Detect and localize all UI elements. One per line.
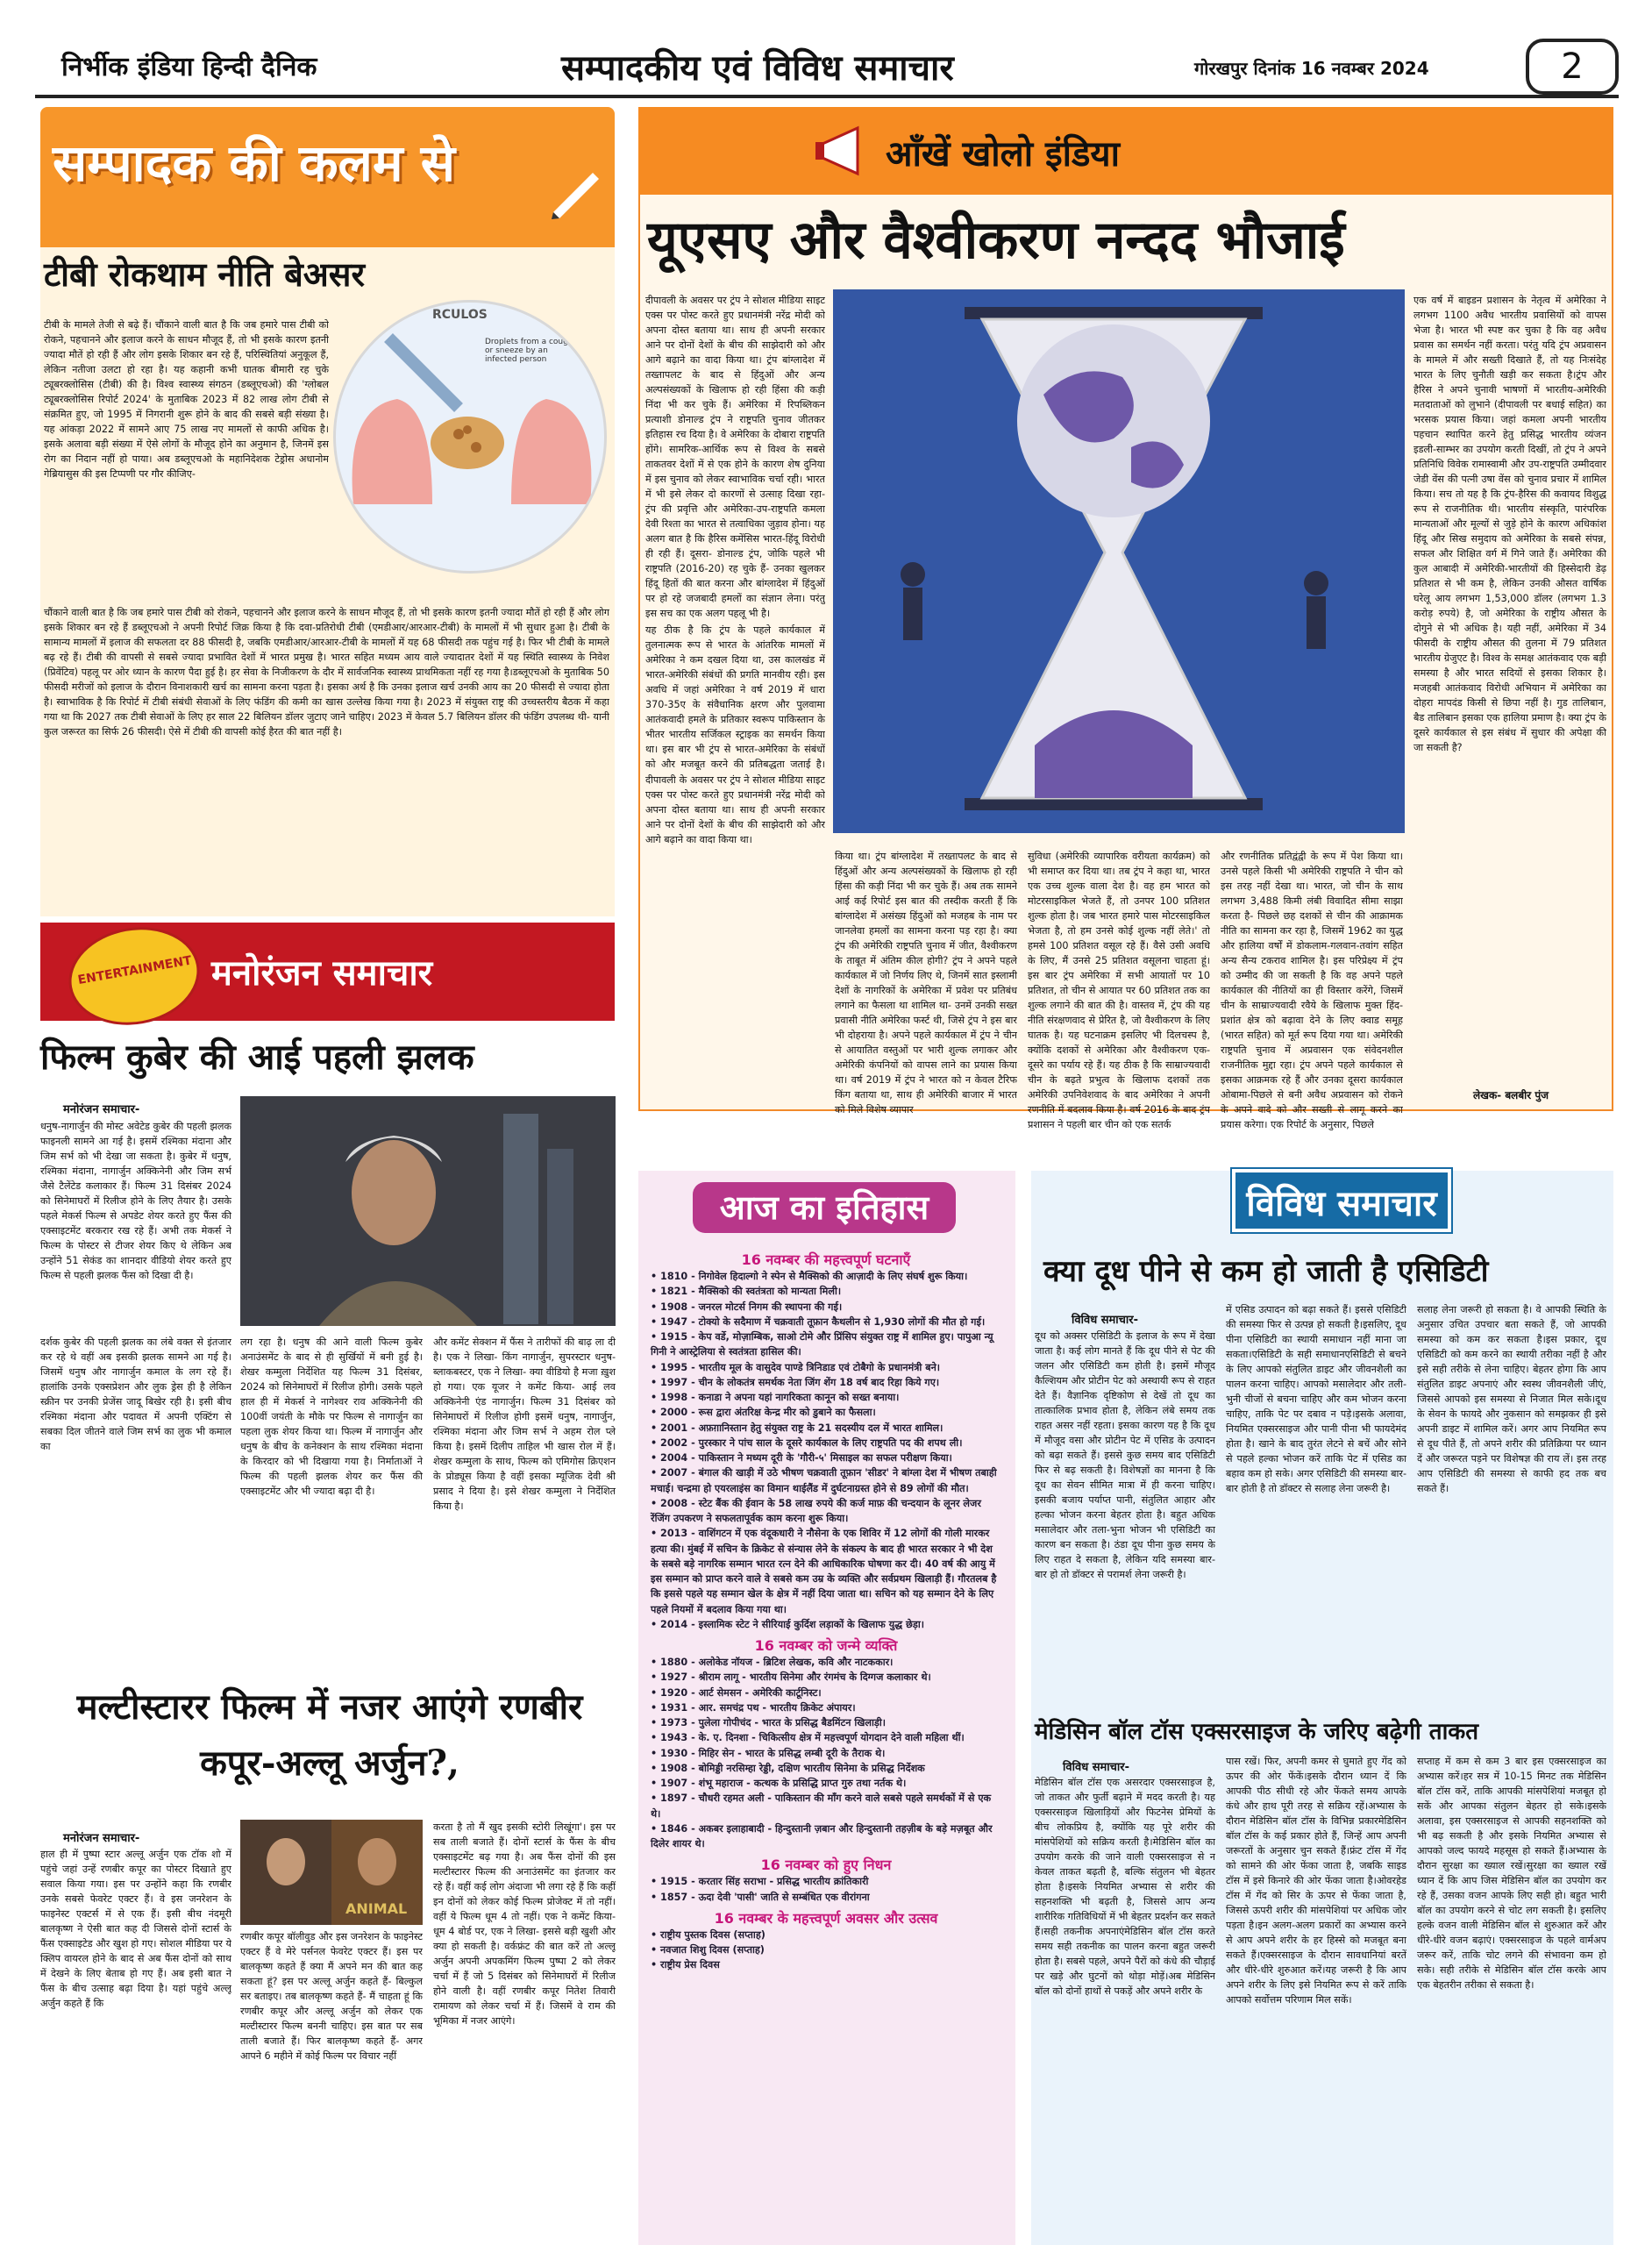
history-deaths-title: 16 नवम्बर को हुए निधन <box>760 1857 892 1874</box>
milk-text-3: सलाह लेना जरूरी हो सकता है। वे आपकी स्थिति के अनुसार उचित उपचार बता सकते हैं, जो आपकी समस्या को कम कर सकता है।इस प्रकार, दूध एसिडिटी को कम करने का स्थायी तरीका नहीं है और इसे सही तरीके से लेना चाहिए। बेहतर होगा कि आप संतुलित डाइट अपनाएं और स्वस्थ जीवनशैली जीएं, जिससे आपको इस समस्या से निजात मिल सके।दूध के सेवन के फायदे और नुकसान को समझकर ही इसे अपनी डाइट में शामिल करें। अगर आप नियमित रूप से दूध पीते हैं, तो अपने शरीर की प्रतिक्रिया पर ध्यान दें और जरूरत पड़ने पर विशेषज्ञ की राय लें। इस तरह आप एसिडिटी की समस्या से काफी हद तक बच सकते हैं। <box>1417 1304 1606 1495</box>
multistarrer-byline-text: मनोरंजन समाचार- <box>63 1832 140 1845</box>
editorial-text-col1 <box>44 317 329 545</box>
history-item: • 1908 - बोमिड्डी नरसिम्हा रेड्डी, दक्षिण भारतीय सिनेमा के प्रसिद्ध निर्देशक <box>651 1762 925 1774</box>
ball-byline-text: विविध समाचार- <box>1063 1761 1129 1774</box>
kuber-headline: फिल्म कुबेर की आई पहली झलक <box>40 1037 474 1078</box>
history-item: • 2001 - अफ़ग़ानिस्तान हेतु संयुक्त राष्ट्र के 21 सदस्यीय दल में भारत शामिल। <box>651 1422 943 1434</box>
kuber-byline-text: मनोरंजन समाचार- <box>63 1103 140 1116</box>
kuber-paragraph-4: और कमेंट सेक्शन में फैंस ने तारीफों की बाढ़ ला दी है। एक ने लिखा- किंग नागार्जुन, सुपरस्टार धनुष- ब्लाकबस्टर, एक ने लिखा- क्या वीडियो है मजा ख़ुश हो गया। एक यूजर ने कमेंट किया- आई लव अक्किनेनी एंड नागार्जुन। फिल्म 31 दिसंबर को सिनेमाघरों में रिलीज होगी इसमें धनुष, नागार्जुन, रश्मिका मंदाना और जिम सर्भ ने अहम रोल प्ले किया है। इसमें दिलीप ताहिल भी खास रोल में हैं। शेखर कम्मुला के साथ, फिल्म को एमिगोस क्रिएशन के प्रोड्यूस किया है वहीं इसका म्यूजिक देवी श्री प्रसाद ने दिया है। इसे शेखर कम्मुला ने निर्देशित किया है। <box>433 1336 616 1513</box>
history-item: • 2000 - रूस द्वारा अंतरिक्ष केन्द्र मीर को डुबाने का फैसला। <box>651 1407 876 1419</box>
multistarrer-paragraph-2: रणबीर कपूर बॉलीवुड और इस जनरेशन के फाइनेस्ट एक्टर हैं वे मेरे पर्सनल फेवरेट एक्टर हैं। इस पर बालकृष्ण कहते हैं क्या मैं अपने मन की बात कह सकता हूं? इस पर अल्लू अर्जुन कहते हैं- बिल्कुल सर बताइए। तब बालकृष्ण कहते हैं- मैं चाहता हूं कि रणबीर कपूर और अल्लू अर्जुन को लेकर एक मल्टीस्टारर फिल्म बननी चाहिए। इस बात पर सब ताली बजाते हैं। फिर बालकृष्ण कहते हैं- अगर आपने 6 महीने में कोई फिल्म पर विचार नहीं <box>240 1931 423 2063</box>
milk-col1 <box>1035 1329 1215 1697</box>
history-item: • 1973 - पुलेला गोपीचंद - भारत के प्रसिद्ध बैडमिंटन खिलाड़ी। <box>651 1717 886 1728</box>
history-item: • 2002 - पुरस्कार ने पांच साल के दूसरे कार्यकाल के लिए राष्ट्रपति पद की शपथ ली। <box>651 1436 963 1449</box>
kuber-byline <box>63 1100 139 1116</box>
img-label: RCULOS <box>432 308 488 322</box>
history-item: • 2008 - स्टेट बैंक की ईवान के 58 लाख रुपये की कर्ज माफ़ की चन्दयान के लूनर लेजर रेंजिंग उपकरण ने सफलतापूर्वक काम करना शुरू किया। <box>651 1497 981 1524</box>
editorial-paragraph-2: चौंकाने वाली बात है कि जब हमारे पास टीबी को रोकने, पहचानने और इलाज करने के साधन मौजूद हैं, तो भी इसके कारण इतनी ज्यादा मौतें हो रही हैं और लोग इसके शिकार बन रहे हैं डब्लूएचओ ने अपनी रिपोर्ट जिक्र किया है कि दवा-प्रतिरोधी टीबी (एमडीआर/आरआर-टीबी) के मामलों में भी सुधार हुआ है। टीबी के सामान्य मामलों में इलाज की सफलता दर 88 फीसदी है, जबकि एमडीआर/आरआर-टीबी के मामलों में यह 68 फीसदी तक पहुंच गई है। फिर भी टीबी के मामले बढ़ रहे हैं। टीबी की वापसी से सबसे ज्यादा प्रभावित देशों में भारत प्रमुख है। भारत सहित मध्यम आय वाले ज्यादातर देशों में यह स्थिति स्वास्थ्य के निवेश (प्रिवेंटिव) पहलू पर ओर ध्यान के कारण पैदा हुई है। हर सेवा के निजीकरण के दौर में सार्वजनिक स्वास्थ्य प्राथमिकता नहीं रह गया है।डब्लूएचओ के मुताबिक 50 फीसदी मरीजों को इलाज के दौरान विनाशकारी खर्च का सामना करना पड़ता है। इसका अर्थ है कि उनका इलाज खर्च उनकी आय का 20 फीसदी से ज्यादा होता है। स्वाभाविक है कि रिपोर्ट में टीबी संबंधी सेवाओं के लिए फंडिंग की कमी का खास उल्लेख किया गया है। 2023 में संयुक्त राष्ट्र की उच्चस्तरीय बैठक में कहा गया था कि 2027 तक टीबी सेवाओं के लिए हर साल 22 बिलियन डॉलर जुटाए जाने चाहिए। 2023 में केवल 5.7 बिलियन डॉलर की फंडिंग उपलब्ध थी- यानी कुल जरूरत का सिर्फ 26 फीसदी। ऐसे में टीबी की वापसी कोई हैरत की बात नहीं है। <box>44 607 609 738</box>
aankhen-text-1: दीपावली के अवसर पर ट्रंप ने सोशल मीडिया साइट एक्स पर पोस्ट करते हुए प्रधानमंत्री नरेंद्र मोदी को अपना दोस्त बताया था। साथ ही अपनी सरकार आने पर दोनों देशों के बीच की साझेदारी को और आगे बढ़ाने का वादा किया था। ट्रंप बांग्लादेश में तख्तापलट के बाद से हिंदुओं और अन्य अल्पसंख्यकों के खिलाफ हो रही हिंसा की कड़ी निंदा भी कर चुके हैं। अमेरिका में रिपब्लिकन प्रत्याशी डोनाल्ड ट्रंप ने राष्ट्रपति चुनाव जीतकर इतिहास रच दिया है। वे अमेरिका के दोबारा राष्ट्रपति होंगे। सामरिक-आर्थिक रूप से विश्व के सबसे ताकतवर देशों में से एक होने के कारण शेष दुनिया में इस चुनाव को लेकर स्वाभाविक चर्चा रही। भारत में भी इसे लेकर दो कारणों से उत्साह दिखा रहा- ट्रंप की प्रवृत्ति और अमेरिका-उप-राष्ट्रपति कमला देवी रिश्ता का भारत से तत्वाधिका जुड़ाव होना। यह अलग बात है कि हैरिस कमेंसिस भारत-हिंदू विरोधी ही रही हैं। दूसरा- डोनाल्ड ट्रंप, जोकि पहले भी राष्ट्रपति (2016-20) रह चुके हैं- उनका खुलकर हिंदू हितों की बात करना और बांग्लादेश में हिंदुओं पर हो रहे जजबादी हमलों का संज्ञान लेना। परंतु इस सच का एक अलग पहलू भी है। <box>645 295 825 620</box>
multistarrer-col1 <box>40 1847 231 2238</box>
history-item: • 1915 - करतार सिंह सराभा - प्रसिद्ध भारतीय क्रांतिकारी <box>651 1876 869 1888</box>
ball-col3 <box>1417 1754 1606 2235</box>
editorial-banner <box>40 107 615 247</box>
ball-byline <box>1063 1757 1129 1774</box>
history-item: • नवजात शिशु दिवस (सप्ताह) <box>651 1944 765 1956</box>
multistarrer-paragraph-3: करता है तो मैं खुद इसकी स्टोरी लिखूंगा'। इस पर सब ताली बजाते हैं। दोनों स्टार्स के फैंस के बीच एक्साइटमेंट बढ़ गया है। अब फैंस दोनों की इस मल्टीस्टारर फिल्म की अनाउंसमेंट का इंतजार कर रहे हैं। वहीं कई लोग अंदाजा भी लगा रहे हैं कि कहीं इन दोनों को लेकर कोई फिल्म प्रोजेक्ट में तो नहीं। वहीं ये फिल्म धूम 4 तो नहीं। एक ने कमेंट किया- धूम 4 बोर्ड पर, एक ने लिखा- इससे बड़ी खुशी और क्या हो सकती है। वर्कफ्रंट की बात करें तो अल्लू अर्जुन अपनी अपकमिंग फिल्म पुष्पा 2 को लेकर चर्चा में हैं जो 5 दिसंबर को सिनेमाघरों में रिलीज होने वाली है। वहीं रणबीर कपूर नितेश तिवारी रामायण को लेकर चर्चा में हैं। जिसमें वे राम की भूमिका में नजर आएंगे। <box>433 1821 616 2028</box>
history-item: • 1997 - चीन के लोकतंत्र समर्थक नेता जिंग शेंग 18 वर्ष बाद रिहा किये गए। <box>651 1376 940 1388</box>
history-deaths-list <box>651 1874 1003 1905</box>
milk-text-2: में एसिड उत्पादन को बढ़ा सकते हैं। इससे एसिडिटी की समस्या फिर से उत्पन्न हो सकती है।इसलिए, दूध पीना एसिडिटी का स्थायी समाधान नहीं माना जा सकता।एसिडिटी के सही समाधानएसिडिटी से बचने के लिए आपको संतुलित डाइट और जीवनशैली का पालन करना चाहिए। आपको मसालेदार और तली-भुनी चीजों से बचना चाहिए और कम भोजन करना चाहिए, ताकि पेट पर दबाव न पड़े।इसके अलावा, नियमित एक्सरसाइज और पानी पीना भी फायदेमंद होता है। खाने के बाद तुरंत लेटने से बचें और सोने से पहले हल्का भोजन करें ताकि पेट में एसिड का बहाव कम हो सके। अगर एसिडिटी की समस्या बार-बार होती है तो डॉक्टर से सलाह लेना जरूरी है। <box>1226 1304 1406 1495</box>
history-item: • 1998 - कनाडा ने अपना यहां नागरिकता कानून को सख्त बनाया। <box>651 1392 900 1403</box>
kuber-col2 <box>240 1335 423 1631</box>
animal-poster-label: ANIMAL <box>345 1900 408 1917</box>
pen-icon <box>545 160 606 221</box>
aankhen-col3 <box>1028 849 1210 1131</box>
history-item: • 1907 - शंभू महाराज - कत्थक के प्रसिद्धि प्राप्त गुरु तथा नर्तक थे। <box>651 1778 907 1789</box>
history-item: • 1920 - आर्ट सेमसन - अमेरिकी कार्टूनिस्ट। <box>651 1686 822 1699</box>
history-item: • 1930 - मिहिर सेन - भारत के प्रसिद्ध लम्बी दूरी के तैराक थे। <box>651 1747 886 1759</box>
ball-text-2: पास रखें। फिर, अपनी कमर से घुमाते हुए गेंद को ऊपर की ओर फेंकें।इसके दौरान ध्यान दें कि आपकी पीठ सीधी रहे और फेंकते समय आपके कंधे और हाथ पूरी तरह से सक्रिय रहें।अभ्यास के दौरान मेडिसिन बॉल टॉस के विभिन्न प्रकारमेडिसिन बॉल टॉस के कई प्रकार होते हैं, जिन्हें आप अपनी जरूरतों के अनुसार चुन सकते हैं।फ्रंट टॉस में गेंद को सामने की ओर फेंका जाता है, जबकि साइड टॉस में इसे किनारे की ओर फेंका जाता है।ओवरहेड टॉस में गेंद को सिर के ऊपर से फेंका जाता है, जिससे ऊपरी शरीर की मांसपेशियां पर अधिक जोर पड़ता है।इन अलग-अलग प्रकारों का अभ्यास करने से आप अपने शरीर के हर हिस्से को मजबूत बना सकते हैं।एक्सरसाइज के दौरान सावधानियां बरतें और धीरे-धीरे शुरुआत करें।यह जरूरी है कि आप अपने शरीर के लिए इसे नियमित रूप से करें ताकि आपको सर्वोत्तम परिणाम मिल सकें। <box>1226 1756 1406 2006</box>
ball-text-3: सप्ताह में कम से कम 3 बार इस एक्सरसाइज का अभ्यास करें।हर सत्र में 10-15 मिनट तक मेडिसिन बॉल टॉस करें, ताकि आपकी मांसपेशियां मजबूत हो सकें और आपका संतुलन बेहतर हो सके।इसके अलावा, इस एक्सरसाइज से आपकी सहनशक्ति को भी बढ़ सकती है और इसके नियमित अभ्यास से आपको जल्द फायदे महसूस हो सकते हैं।अभ्यास के दौरान सुरक्षा का ख्याल रखें।सुरक्षा का ख्याल रखें ध्यान दें कि आप जिस मेडिसिन बॉल का उपयोग कर रहे हैं, उसका वजन आपके लिए सही हो। बहुत भारी बॉल का उपयोग करने से चोट लग सकती है। इसलिए हल्के वजन वाली मेडिसिन बॉल से शुरुआत करें और धीरे-धीरे वजन बढ़ाएं। एक्सरसाइज के पहले वार्मअप जरूर करें, ताकि चोट लगने की संभावना कम हो सके। सही तरीके से मेडिसिन बॉल टॉस करके आप एक बेहतरीन तरीका से सकता है। <box>1417 1756 1606 1992</box>
aankhen-text-2: यह ठीक है कि ट्रंप के पहले कार्यकाल में तुलनात्मक रूप से भारत के आंतरिक मामलों में अमेरिका ने कम दखल दिया था, उस कालखंड में भारत-अमेरिकी संबंधों की प्रगति मानवीय रही। इस अवधि में जहां अमेरिका ने वर्ष 2019 में धारा 370-35ए के संवैधानिक क्षरण और पुलवामा आतंकवादी हमले के प्रतिकार स्वरूप पाकिस्तान के भीतर भारतीय सर्जिकल स्ट्राइक का समर्थन किया था। इस बार भी ट्रंप से भारत-अमेरिका के संबंधों को और मजबूत करने की प्रतिबद्धता जताई है। दीपावली के अवसर पर ट्रंप ने सोशल मीडिया साइट एक्स पर पोस्ट करते हुए प्रधानमंत्री नरेंद्र मोदी को अपना दोस्त बताया था। साथ ही अपनी सरकार आने पर दोनों देशों के बीच की साझेदारी को और आगे बढ़ाने का वादा किया था। <box>645 624 825 845</box>
history-item: • राष्ट्रीय पुस्तक दिवस (सप्ताह) <box>651 1928 765 1941</box>
editorial-banner-title: सम्पादक की कलम से <box>53 133 455 193</box>
section-title: सम्पादकीय एवं विविध समाचार <box>561 47 954 89</box>
ball-col2 <box>1226 1754 1406 2235</box>
history-item: • राष्ट्रीय प्रेस दिवस <box>651 1959 720 1971</box>
history-item: • 1857 - ऊदा देवी 'पासी' जाति से सम्बंधित एक वीरांगना <box>651 1891 870 1903</box>
milk-headline: क्या दूध पीने से कम हो जाती है एसिडिटी <box>1043 1254 1489 1289</box>
multistarrer-col3 <box>433 1820 616 2238</box>
milk-byline-text: विविध समाचार- <box>1072 1314 1138 1327</box>
history-content <box>638 1250 1015 1973</box>
history-item: • 1821 - मैक्सिको की स्वतंत्रता को मान्यता मिली। <box>651 1286 842 1298</box>
history-observances-title: 16 नवम्बर के महत्त्वपूर्ण अवसर और उत्सव <box>714 1909 938 1927</box>
history-item: • 1810 - निगोवेल हिदाल्गो ने स्पेन से मैक्सिको की आज़ादी के लिए संघर्ष शुरू किया। <box>651 1271 968 1282</box>
aankhen-col4 <box>1221 849 1403 1131</box>
history-item: • 1915 - केप वर्डे, मोज़ाम्बिक, साओ टोमे और प्रिंसिप संयुक्त राष्ट्र में शामिल हुए। पापुआ न्यू गिनी ने आस्ट्रेलिया से स्वतंत्रता हासिल की। <box>651 1331 993 1358</box>
page-number: 2 <box>1526 39 1619 95</box>
aankhen-col2 <box>835 849 1017 1131</box>
kuber-paragraph-2: दर्शक कुबेर की पहली झलक का लंबे वक्त से इंतजार कर रहे थे वहीं अब इसकी झलक सामने आ गई है। जिसमें धनुष और नागार्जुन कमाल के लग रहे हैं। हालांकि उनके एक्सप्रेशन और लुक ड्रेस ही है लेकिन स्क्रीन पर उनकी प्रेजेंस जादू बिखेर रही है। इसी बीच रश्मिका मंदाना और पदावत में अपनी एक्टिंग से सबका दिल जीतने वाले जिम सर्भ का लुक भी कमाल का <box>40 1336 231 1453</box>
history-item: • 1880 - अलोकेड नॉयज - ब्रिटिश लेखक, कवि और नाटककार। <box>651 1657 894 1668</box>
img-caption: Droplets from a cough or sneeze by an infected person <box>485 338 573 364</box>
aankhen-col5 <box>1413 293 1606 1091</box>
kuber-col3 <box>433 1335 616 1631</box>
history-item: • 2007 - बंगाल की खाड़ी में उठे भीषण चक्रवाती तूफ़ान 'सीडर' ने बांग्ला देश में भीषण तबाही मचाई। चन्द्रमा हो एयरलाइंस का विमान थाईलैंड में दुर्घटनाग्रस्त होने से 89 लोगों की मौत। <box>651 1467 997 1494</box>
editorial-headline: टीबी रोकथाम नीति बेअसर <box>44 254 366 294</box>
history-item: • 2014 - इस्लामिक स्टेट ने सीरियाई कुर्दिश लड़ाकों के खिलाफ युद्ध छेड़ा। <box>651 1618 924 1630</box>
milk-byline <box>1072 1310 1138 1327</box>
dateline: गोरखपुर दिनांक 16 नवम्बर 2024 <box>1194 58 1429 79</box>
entertainment-logo-text: ENTERTAINMENT <box>76 953 193 988</box>
aankhen-author: लेखक- बलबीर पुंज <box>1473 1089 1549 1101</box>
history-item: • 2004 - पाकिस्तान ने मध्यम दूरी के 'गौरी-५' मिसाइल का सफल परीक्षण किया। <box>651 1452 952 1464</box>
kuber-paragraph-1: धनुष-नागार्जुन की मोस्ट अवेटेड कुबेर की पहली झलक फाइनली सामने आ गई है। इसमें रश्मिका मंदाना और जिम सर्भ को भी देखा जा सकता है। कुबेर में धनुष, रश्मिका मंदाना, नागार्जुन अक्किनेनी और जिम सर्भ जैसे टैलेंटेड कलाकार हैं। फिल्म 31 दिसंबर 2024 को सिनेमाघरों में रिलीज होने के लिए तैयार है। उसके पहले मेकर्स फिल्म से अपडेट शेयर करते हुए फैंस की एक्साइटमेंट बरकरार रख रहे हैं। अभी तक मेकर्स ने फिल्म के पोस्टर से टीजर शेयर किए थे लेकिन अब उन्होंने 51 सेकंड का शानदार वीडियो शेयर करते हुए फिल्म से पहली झलक फैंस को दिखा दी है। <box>40 1121 231 1282</box>
aankhen-text-5: और रणनीतिक प्रतिद्वंद्वी के रूप में पेश किया था। उनसे पहले किसी भी अमेरिकी राष्ट्रपति ने चीन को इस तरह नहीं देखा था। भारत, जो चीन के साथ लगभग 3,488 किमी लंबी विवादित सीमा साझा करता है- पिछले छह दशकों से चीन की आक्रामक नीति का सामना कर रहा है, जिसमें 1962 का युद्ध और हालिया वर्षों में डोकलाम-गलवान-तवांग सहित अन्य सैन्य टकराव शामिल है। इस परिप्रेक्ष्य में ट्रंप को उम्मीद की जा सकती है कि वह अपने पहले कार्यकाल की नीतियों का ही विस्तार करेंगे, जिसमें चीन के साम्राज्यवादी रवैये के खिलाफ मुक्त हिंद-प्रशांत क्षेत्र को बढ़ावा देने के लिए क्वाड समूह (भारत सहित) को मूर्त रूप दिया गया था। अमेरिकी राष्ट्रपति चुनाव में अप्रवासन एक संवेदनशील राजनीतिक मुद्दा रहा। ट्रंप अपने पहले कार्यकाल से इसका आक्रमक रहे हैं और उनका दूसरा कार्यकाल ओबामा-पिछले से बनी अवैध अप्रवासन को रोकने के अपने वादे को और सख्ती से लागू करने का प्रयास करेगा। एक रिपोर्ट के अनुसार, पिछले <box>1221 851 1403 1131</box>
kuber-paragraph-3: लग रहा है। धनुष की आने वाली फिल्म कुबेर अनाउंसमेंट के बाद से ही सुर्खियों में बनी हुई है। शेखर कम्मुला निर्देशित यह फिल्म 31 दिसंबर, 2024 को सिनेमाघरों में रिलीज होगी। उसके पहले हाल ही में मेकर्स ने नागेश्वर राव अक्किनेनी की 100वीं जयंती के मौके पर फिल्म से नागार्जुन का पहला लुक शेयर किया था। फिल्म में नागार्जुन और धनुष के बीच के कनेक्शन के साथ रश्मिका मंदाना के किरदार को भी दिखाया गया है। निर्माताओं ने फिल्म की पहली झलक शेयर कर फैंस की एक्साइटमेंट और भी ज्यादा बढ़ा दी है। <box>240 1336 423 1498</box>
milk-col3 <box>1417 1302 1606 1697</box>
entertainment-banner-title: मनोरंजन समाचार <box>211 952 433 994</box>
kuber-col1 <box>40 1119 231 1342</box>
history-events-title: 16 नवम्बर की महत्त्वपूर्ण घटनाएँ <box>741 1251 911 1268</box>
hourglass-globe-icon <box>833 289 1405 833</box>
multistarrer-col2 <box>240 1929 423 2238</box>
aankhen-banner <box>638 107 1613 195</box>
actor-portrait-icon <box>240 1096 616 1326</box>
history-item: • 1943 - के. ए. दिनशा - चिकित्सीय क्षेत्र में महत्त्वपूर्ण योगदान देने वाली महिला थीं। <box>651 1732 965 1744</box>
history-title: आज का इतिहास <box>693 1182 956 1233</box>
tb-droplets-illustration <box>333 300 607 574</box>
ball-col1 <box>1035 1775 1215 2235</box>
history-events-list <box>651 1269 1003 1632</box>
aankhen-text-4: सुविधा (अमेरिकी व्यापारिक वरीयता कार्यक्रम) को भी समाप्त कर दिया था। तब ट्रंप ने कहा था, भारत एक उच्च शुल्क वाला देश है। वह हम भारत को मोटरसाइकिल भेजते हैं, तो उनपर 100 प्रतिशत शुल्क होता है। जब भारत हमारे पास मोटरसाइकिल भेजता है, तो हम उनसे कोई शुल्क नहीं लेते।' तो हमसे 100 प्रतिशत वसूल रहे हैं। वैसे उसी अवधि के लिए, मैं उनसे 25 प्रतिशत वसूलना चाहता हूं। इस बार ट्रंप अमेरिका में सभी आयातों पर 10 प्रतिशत, तो चीन से आयात पर 60 प्रतिशत तक का शुल्क लगाने की बात की है। वास्तव में, ट्रंप की यह नीति संरक्षणवाद से प्रेरित है, जो वैश्वीकरण के लिए घातक है। यह घटनाक्रम इसलिए भी दिलचस्प है, क्योंकि दशकों से अमेरिका और वैश्वीकरण एक-दूसरे का पर्याय रहे हैं। यह ठीक है कि साम्राज्यवादी चीन के बढ़ते प्रभुत्व के खिलाफ दशकों तक अमेरिकी उपनिवेशवाद के बाद अमेरिका ने अपनी रणनीति में बदलाव किया है। वर्ष 2016 के बाद ट्रंप प्रशासन ने पहली बार चीन को एक सतर्क <box>1028 851 1210 1131</box>
aankhen-label: आँखें खोलो इंडिया <box>886 133 1120 175</box>
history-item: • 1897 - चौधरी रहमत अली - पाकिस्तान की माँग करने वाले सबसे पहले समर्थकों में से एक थे। <box>651 1792 992 1820</box>
aankhen-col1 <box>645 293 825 1130</box>
multistarrer-headline: मल्टीस्टारर फिल्म में नजर आएंगे रणबीर कपूर-अल्लू अर्जुन?, <box>76 1686 583 1784</box>
history-observances-list <box>651 1928 1003 1973</box>
history-item: • 1947 - टोक्यो के सदैमाण में चक्रवाती तूफ़ान कैथलीन से 1,930 लोगों की मौत हो गई। <box>651 1315 986 1328</box>
megaphone-icon <box>814 123 884 179</box>
globe-hourglass-illustration <box>833 289 1405 833</box>
multistarrer-photo <box>240 1820 423 1925</box>
editorial-paragraph-1: टीबी के मामले तेजी से बढ़े हैं। चौंकाने वाली बात है कि जब हमारे पास टीबी को रोकने, पहचानने और इलाज करने के साधन मौजूद हैं, तो भी इसके कारण इतनी ज्यादा मौतें हो रही हैं और लोग इसके शिकार बन रहे हैं, परिस्थितियां अनुकूल हैं, लेकिन नतीजा उलटा हो रहा है। यह कहानी कभी घातक बीमारी रह चुके ट्यूबरक्लोसिस (टीबी) की है। विश्व स्वास्थ्य संगठन (डब्लूएचओ) की 'ग्लोबल ट्यूबरक्लोसिस रिपोर्ट 2024' के मुताबिक 2023 में 82 लाख लोग टीबी से संक्रमित हुए, जो 1995 में निगरानी शुरू होने के बाद की सबसे बड़ी संख्या है। यह आंकड़ा 2022 में सामने आए 75 लाख नए मामलों से काफी अधिक है। इसके अलावा बड़ी संख्या में ऐसे लोगों के मौजूद होने का अनुमान है, जिनमें इस रोग का निदान नहीं हो पाया। अब डब्लूएचओ के महानिदेशक टेड्रोस अधानोम गेब्रियासुस की इस टिप्पणी पर गौर कीजिए- <box>44 319 329 481</box>
history-births-list <box>651 1655 1003 1851</box>
aankhen-text-3: किया था। ट्रंप बांग्लादेश में तख्तापलट के बाद से हिंदुओं और अन्य अल्पसंख्यकों के खिलाफ हो रही हिंसा की कड़ी निंदा भी कर चुके हैं। अब तक सामने आई कई रिपोर्ट इस बात की तस्दीक करती हैं कि बांग्लादेश में असंख्य हिंदुओं को मजहब के नाम पर जानलेवा हमलों का सामना करना पड़ रहा है। क्या ट्रंप की अमेरिकी राष्ट्रपति चुनाव में जीत, वैश्वीकरण के ताबूत में अंतिम कील होगी? ट्रंप ने अपने पहले कार्यकाल में जो निर्णय लिए थे, जिनमें सात इस्लामी देशों के नागरिकों के अमेरिका में प्रवेश पर प्रतिबंध लगाने का फैसला था शामिल था- उनमें उनकी सख्त प्रवासी नीति अमेरिका फर्स्ट थी, जिसे ट्रंप ने इस बार भी दोहराया है। अपने पहले कार्यकाल में ट्रंप ने चीन से आयातित वस्तुओं पर भारी शुल्क लगाकर और अमेरिकी कंपनियों को वापस लाने का प्रयास किया था। वर्ष 2019 में ट्रंप ने भारत को न केवल टैरिफ किंग बताया था, साथ ही अमेरिकी बाजार में भारत को मिले विशेष व्यापार <box>835 851 1017 1116</box>
aankhen-headline: यूएसए और वैश्वीकरण नन्दद भौजाई <box>647 210 1345 271</box>
milk-col2 <box>1226 1302 1406 1697</box>
masthead <box>35 40 1619 98</box>
history-births-title: 16 नवम्बर को जन्मे व्यक्ति <box>754 1637 898 1654</box>
history-item: • 1931 - आर. समचंद्र पथ - भारतीय क्रिकेट अंपायर। <box>651 1701 856 1714</box>
newspaper-name: निर्भीक इंडिया हिन्दी दैनिक <box>61 52 317 82</box>
aankhen-text-6: एक वर्ष में बाइडन प्रशासन के नेतृत्व में अमेरिका ने लगभग 1100 अवैध भारतीय प्रवासियों को वापस भेजा है। भारत भी स्पष्ट कर चुका है कि वह अवैध प्रवास का समर्थन नहीं करता। परंतु यदि ट्रंप अप्रवासन के मामले में और सख्ती दिखाते हैं, तो यह निःसंदेह भारत के लिए चुनौती खड़ी कर सकता है।ट्रंप और हैरिस ने अपने चुनावी भाषणों में भारतीय-अमेरिकी मतदाताओं को लुभाने (दीपावली पर बधाई सहित) का भरसक प्रयास किया। जहां कमला अपनी भारतीय पहचान स्थापित करने हेतु प्रसिद्ध भारतीय व्यंजन इडली-साम्भर का उपयोग करती दिखीं, तो ट्रंप ने अपने प्रतिनिधि विवेक रामास्वामी और उप-राष्ट्रपति उम्मीदवार जेडी वेंस की पत्नी उषा वेंस को चुनाव प्रचार में शामिल किया। सच तो यह है कि ट्रंप-हैरिस की कवायद विशुद्ध रूप से राजनीतिक थी। भारतीय संस्कृति, पारंपरिक मान्यताओं और मूल्यों से जुड़े होने के कारण अधिकांश हिंदू और सिख समुदाय को अमेरिका के सबसे संपन्न, सफल और शिक्षित वर्ग में गिने जाते हैं। अमेरिका की कुल आबादी में अमेरिकी-भारतीयों की हिस्सेदारी डेढ़ प्रतिशत से भी कम है, लेकिन उनकी औसत वार्षिक घरेलू आय लगभग 1,53,000 डॉलर (लगभग 1.3 करोड़ रुपये) है, जो अमेरिका के राष्ट्रीय औसत के दोगुने से भी अधिक है। यही नहीं, अमेरिका में 34 फीसदी के राष्ट्रीय औसत की तुलना में 79 प्रतिशत भारतीय ग्रेजुएट है। विश्व के समक्ष आतंकवाद एक बड़ी समस्या है और भारत सदियों से इसका शिकार है। मजहबी आतंकवाद विरोधी अभियान में अमेरिका का दोहरा मापदंड किसी से छिपा नहीं है। गुड तालिबान, बैड तालिबान इसका एक हालिया प्रमाण है। क्या ट्रंप के दूसरे कार्यकाल से इस संबंध में सुधार की अपेक्षा की जा सकती है? <box>1413 295 1606 754</box>
kuber-photo <box>240 1096 616 1326</box>
ball-headline: मेडिसिन बॉल टॉस एक्सरसाइज के जरिए बढ़ेगी ताकत <box>1035 1719 1479 1745</box>
history-item: • 1846 - अकबर इलाहाबादी - हिन्दुस्तानी ज़बान और हिन्दुस्तानी तहज़ीब के बड़े मज़बूत और दिलेर शायर थे। <box>651 1822 993 1849</box>
multistarrer-paragraph-1: हाल ही में पुष्पा स्टार अल्लू अर्जुन एक टॉक शो में पहुंचे जहां उन्हें रणबीर कपूर का पोस्टर दिखाते हुए सवाल किया गया। इस पर उन्होंने कहा कि रणबीर उनके सबसे फेवरेट एक्टर हैं। वे इस जनरेशन के फाइनेस्ट एक्टर्स में से एक हैं। इसी बीच नंदमूरी बालकृष्ण ने ऐसी बात कह दी जिससे दोनों स्टार्स के फैंस एक्साइटेड और खुश हो गए। सोशल मीडिया पर ये क्लिप वायरल होने के बाद से अब फैंस दोनों को साथ में देखने के लिए बेताब हो गए हैं। अब इसी बात ने फैंस के बीच उत्साह बढ़ा दिया है। यहां पहुंचे अल्लू अर्जुन कहते हैं कि <box>40 1849 231 2010</box>
editorial-text-full <box>44 605 609 912</box>
milk-text-1: दूध को अक्सर एसिडिटी के इलाज के रूप में देखा जाता है। कई लोग मानते हैं कि दूध पीने से पेट की जलन और एसिडिटी कम होती है। इसमें मौजूद कैल्शियम और प्रोटीन पेट को अस्थायी रूप से राहत देते हैं। वैज्ञानिक दृष्टिकोण से देखें तो दूध का तात्कालिक प्रभाव होता है, लेकिन लंबे समय तक राहत असर नहीं रहता। इसका कारण यह है कि दूध में मौजूद वसा और प्रोटीन पेट में एसिड के उत्पादन को बढ़ा सकते हैं। इससे कुछ समय बाद एसिडिटी फिर से बढ़ सकती है। विशेषज्ञों का मानना है कि दूध का सेवन सीमित मात्रा में ही करना चाहिए। इसकी बजाय पर्याप्त पानी, संतुलित आहार और हल्का भोजन करना बेहतर होता है। बहुत अधिक मसालेदार और तला-भुना भोजन भी एसिडिटी का कारण बन सकता है। ठंडा दूध पीना कुछ समय के लिए राहत दे सकता है, लेकिन यदि समस्या बार-बार हो तो डॉक्टर से परामर्श लेना जरूरी है। <box>1035 1330 1215 1581</box>
vividh-banner: विविध समाचार <box>1232 1169 1451 1232</box>
multistarrer-byline <box>63 1828 139 1845</box>
history-item: • 1927 - श्रीराम लागू - भारतीय सिनेमा और रंगमंच के दिग्गज कलाकार थे। <box>651 1671 931 1684</box>
history-item: • 1908 - जनरल मोटर्स निगम की स्थापना की गई। <box>651 1301 843 1313</box>
history-item: • 1995 - भारतीय मूल के वासुदेव पाण्डे त्रिनिडाड एवं टोबैगो के प्रधानमंत्री बने। <box>651 1361 941 1373</box>
history-item: • 2013 - वाशिंगटन में एक वंदूकधारी ने नौसेना के एक शिविर में 12 लोगों की गोली मारकर हत्या की। मुंबई में सचिन के क्रिकेट से संन्यास लेने के संकल्प के बाद ही भारत सरकार ने भी देश के सबसे बड़े नागरिक सम्मान भारत रत्न देने की आधिकारिक घोषणा कर दी। 40 वर्ष की आयु में इस सम्मान को प्राप्त करने वाले वे सबसे कम उम्र के व्यक्ति और सर्वप्रथम खिलाड़ी हैं। गौरतलब है कि इससे पहले यह सम्मान खेल के क्षेत्र में नहीं दिया जाता था। सचिन को यह सम्मान देने के लिए पहले नियमों में बदलाव किया गया था। <box>651 1528 997 1615</box>
kuber-col1b <box>40 1335 231 1631</box>
ball-text-1: मेडिसिन बॉल टॉस एक असरदार एक्सरसाइज है, जो ताकत और फुर्ती बढ़ाने में मदद करती है। यह एक्सरसाइज खिलाड़ियों और फिटनेस प्रेमियों के बीच लोकप्रिय है, क्योंकि यह पूरे शरीर की मांसपेशियों को सक्रिय करती है।मेडिसिन बॉल का उपयोग करके की जाने वाली एक्सरसाइज से न केवल ताकत बढ़ती है, बल्कि संतुलन भी बेहतर होता है।इसके नियमित अभ्यास से शरीर की सहनशक्ति भी बढ़ती है, जिससे आप अन्य शारीरिक गतिविधियों में भी बेहतर प्रदर्शन कर सकते हैं।सही तकनीक अपनाएंमेडिसिन बॉल टॉस करते समय सही तकनीक का पालन करना बहुत जरूरी होता है। सबसे पहले, अपने पैरों को कंधे की चौड़ाई पर खड़े और घुटनों को थोड़ा मोड़ें।अब मेडिसिन बॉल को दोनों हाथों से पकड़ें और अपने शरीर के <box>1035 1777 1215 1998</box>
